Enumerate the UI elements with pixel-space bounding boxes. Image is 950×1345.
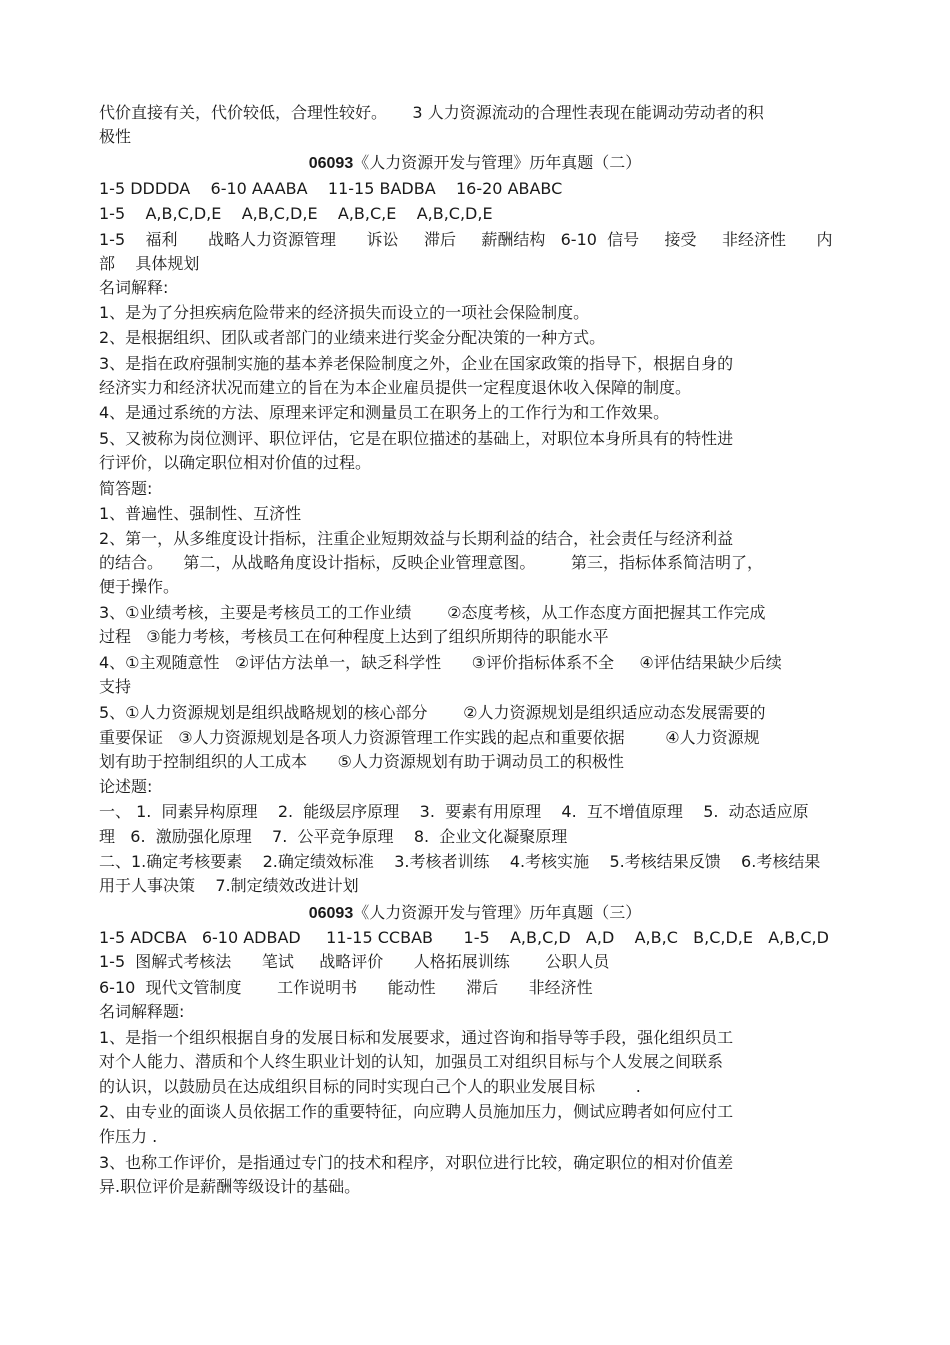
text-line: 4、①主观随意性 ②评估方法单一，缺乏科学性 ③评价指标体系不全 ④评估结果缺少后续 (99, 653, 782, 672)
text-line: 过程 ③能力考核，考核员工在何种程度上达到了组织所期待的职能水平 (99, 627, 609, 646)
text-line: 2、是根据组织、团队或者部门的业绩来进行奖金分配决策的一种方式。 (99, 328, 606, 347)
exam-code: 06093 (308, 155, 354, 172)
text-line: 划有助于控制组织的人工成本 ⑤人力资源规划有助于调动员工的积极性 (99, 752, 624, 771)
text-line: 3、是指在政府强制实施的基本养老保险制度之外，企业在国家政策的指导下，根据自身的 (99, 354, 734, 373)
text-line: 部 具体规划 (99, 254, 200, 273)
text-line: 支持 (99, 677, 132, 696)
text-line: 1、普遍性、强制性、互济性 (99, 504, 302, 523)
text-line: 5、又被称为岗位测评、职位评估，它是在职位描述的基础上，对职位本身所具有的特性进 (99, 429, 734, 448)
text-line: 1-5 图解式考核法 笔试 战略评价 人格拓展训练 公职人员 (99, 952, 610, 971)
text-line: 经济实力和经济状况而建立的旨在为本企业雇员提供一定程度退休收入保障的制度。 (99, 378, 692, 397)
text-line: 极性 (99, 127, 132, 146)
text-line: 二、1.确定考核要素 2.确定绩效标准 3.考核者训练 4.考核实施 5.考核结果反馈 6.考核结果 (99, 852, 821, 871)
text-line: 用于人事决策 7.制定绩效改进计划 (99, 876, 359, 895)
text-line: 5、①人力资源规划是组织战略规划的核心部分 ②人力资源规划是组织适应动态发展需要的 (99, 703, 766, 722)
section-title-2 (0, 152, 950, 175)
section-heading: 论述题: (99, 777, 153, 796)
text-line: 4、是通过系统的方法、原理来评定和测量员工在职务上的工作行为和工作效果。 (99, 403, 670, 422)
text-line: 1、是指一个组织根据自身的发展日标和发展要求，通过咨询和指导等手段，强化组织员工 (99, 1028, 734, 1047)
section-title-3 (0, 902, 950, 925)
text-line: 3、也称工作评价，是指通过专门的技术和程序，对职位进行比较，确定职位的相对价值差 (99, 1153, 734, 1172)
text-line: 行评价，以确定职位相对价值的过程。 (99, 453, 372, 472)
text-line: 重要保证 ③人力资源规划是各项人力资源管理工作实践的起点和重要依据 ④人力资源规 (99, 728, 760, 747)
exam-code: 06093 (308, 905, 354, 922)
section-heading: 名词解释题: (99, 1002, 185, 1021)
text-line: 1-5 DDDDA 6-10 AAABA 11-15 BADBA 16-20 ABABC (99, 179, 563, 198)
text-line: 异.职位评价是薪酬等级设计的基础。 (99, 1177, 361, 1196)
text-line: 1、是为了分担疾病危险带来的经济损失而设立的一项社会保险制度。 (99, 303, 590, 322)
section-heading: 简答题: (99, 479, 153, 498)
text-line: 1-5 A,B,C,D,E A,B,C,D,E A,B,C,E A,B,C,D,E (99, 204, 493, 223)
exam-title: 《人力资源开发与管理》历年真题（三） (353, 903, 642, 922)
text-line: 2、第一，从多维度设计指标，注重企业短期效益与长期利益的结合，社会责任与经济利益 (99, 529, 734, 548)
text-line: 2、由专业的面谈人员依据工作的重要特征，向应聘人员施加压力，侧试应聘者如何应付工 (99, 1102, 734, 1121)
text-line: 便于操作。 (99, 577, 180, 596)
text-line: 的结合。 第二，从战略角度设计指标，反映企业管理意图。 第三，指标体系简洁明了， (99, 553, 763, 572)
exam-title: 《人力资源开发与管理》历年真题（二） (353, 153, 642, 172)
text-line: 的认识，以鼓励员在达成组织目标的同时实现白己个人的职业发展目标 . (99, 1077, 641, 1096)
text-line: 3、①业绩考核，主要是考核员工的工作业绩 ②态度考核，从工作态度方面把握其工作完成 (99, 603, 766, 622)
text-line: 作压力 . (99, 1127, 158, 1146)
text-line: 一、 1. 同素异构原理 2. 能级层序原理 3. 要素有用原理 4. 互不增值原理 5. 动态适应原 (99, 802, 809, 821)
text-line: 1-5 福利 战略人力资源管理 诉讼 滞后 薪酬结构 6-10 信号 接受 非经济性 内 (99, 230, 833, 249)
text-line: 理 6. 激励强化原理 7. 公平竞争原理 8. 企业文化凝聚原理 (99, 827, 568, 846)
text-line: 6-10 现代文管制度 工作说明书 能动性 滞后 非经济性 (99, 978, 593, 997)
text-line: 1-5 ADCBA 6-10 ADBAD 11-15 CCBAB 1-5 A,B,C,D A,D A,B,C B,C,D,E A,B,C,D (99, 928, 829, 947)
text-line: 对个人能力、潜质和个人终生职业计划的认知，加强员工对组织目标与个人发展之间联系 (99, 1052, 724, 1071)
section-heading: 名词解释: (99, 278, 169, 297)
text-line: 代价直接有关，代价较低，合理性较好。 3 人力资源流动的合理性表现在能调动劳动者的积 (99, 103, 764, 122)
